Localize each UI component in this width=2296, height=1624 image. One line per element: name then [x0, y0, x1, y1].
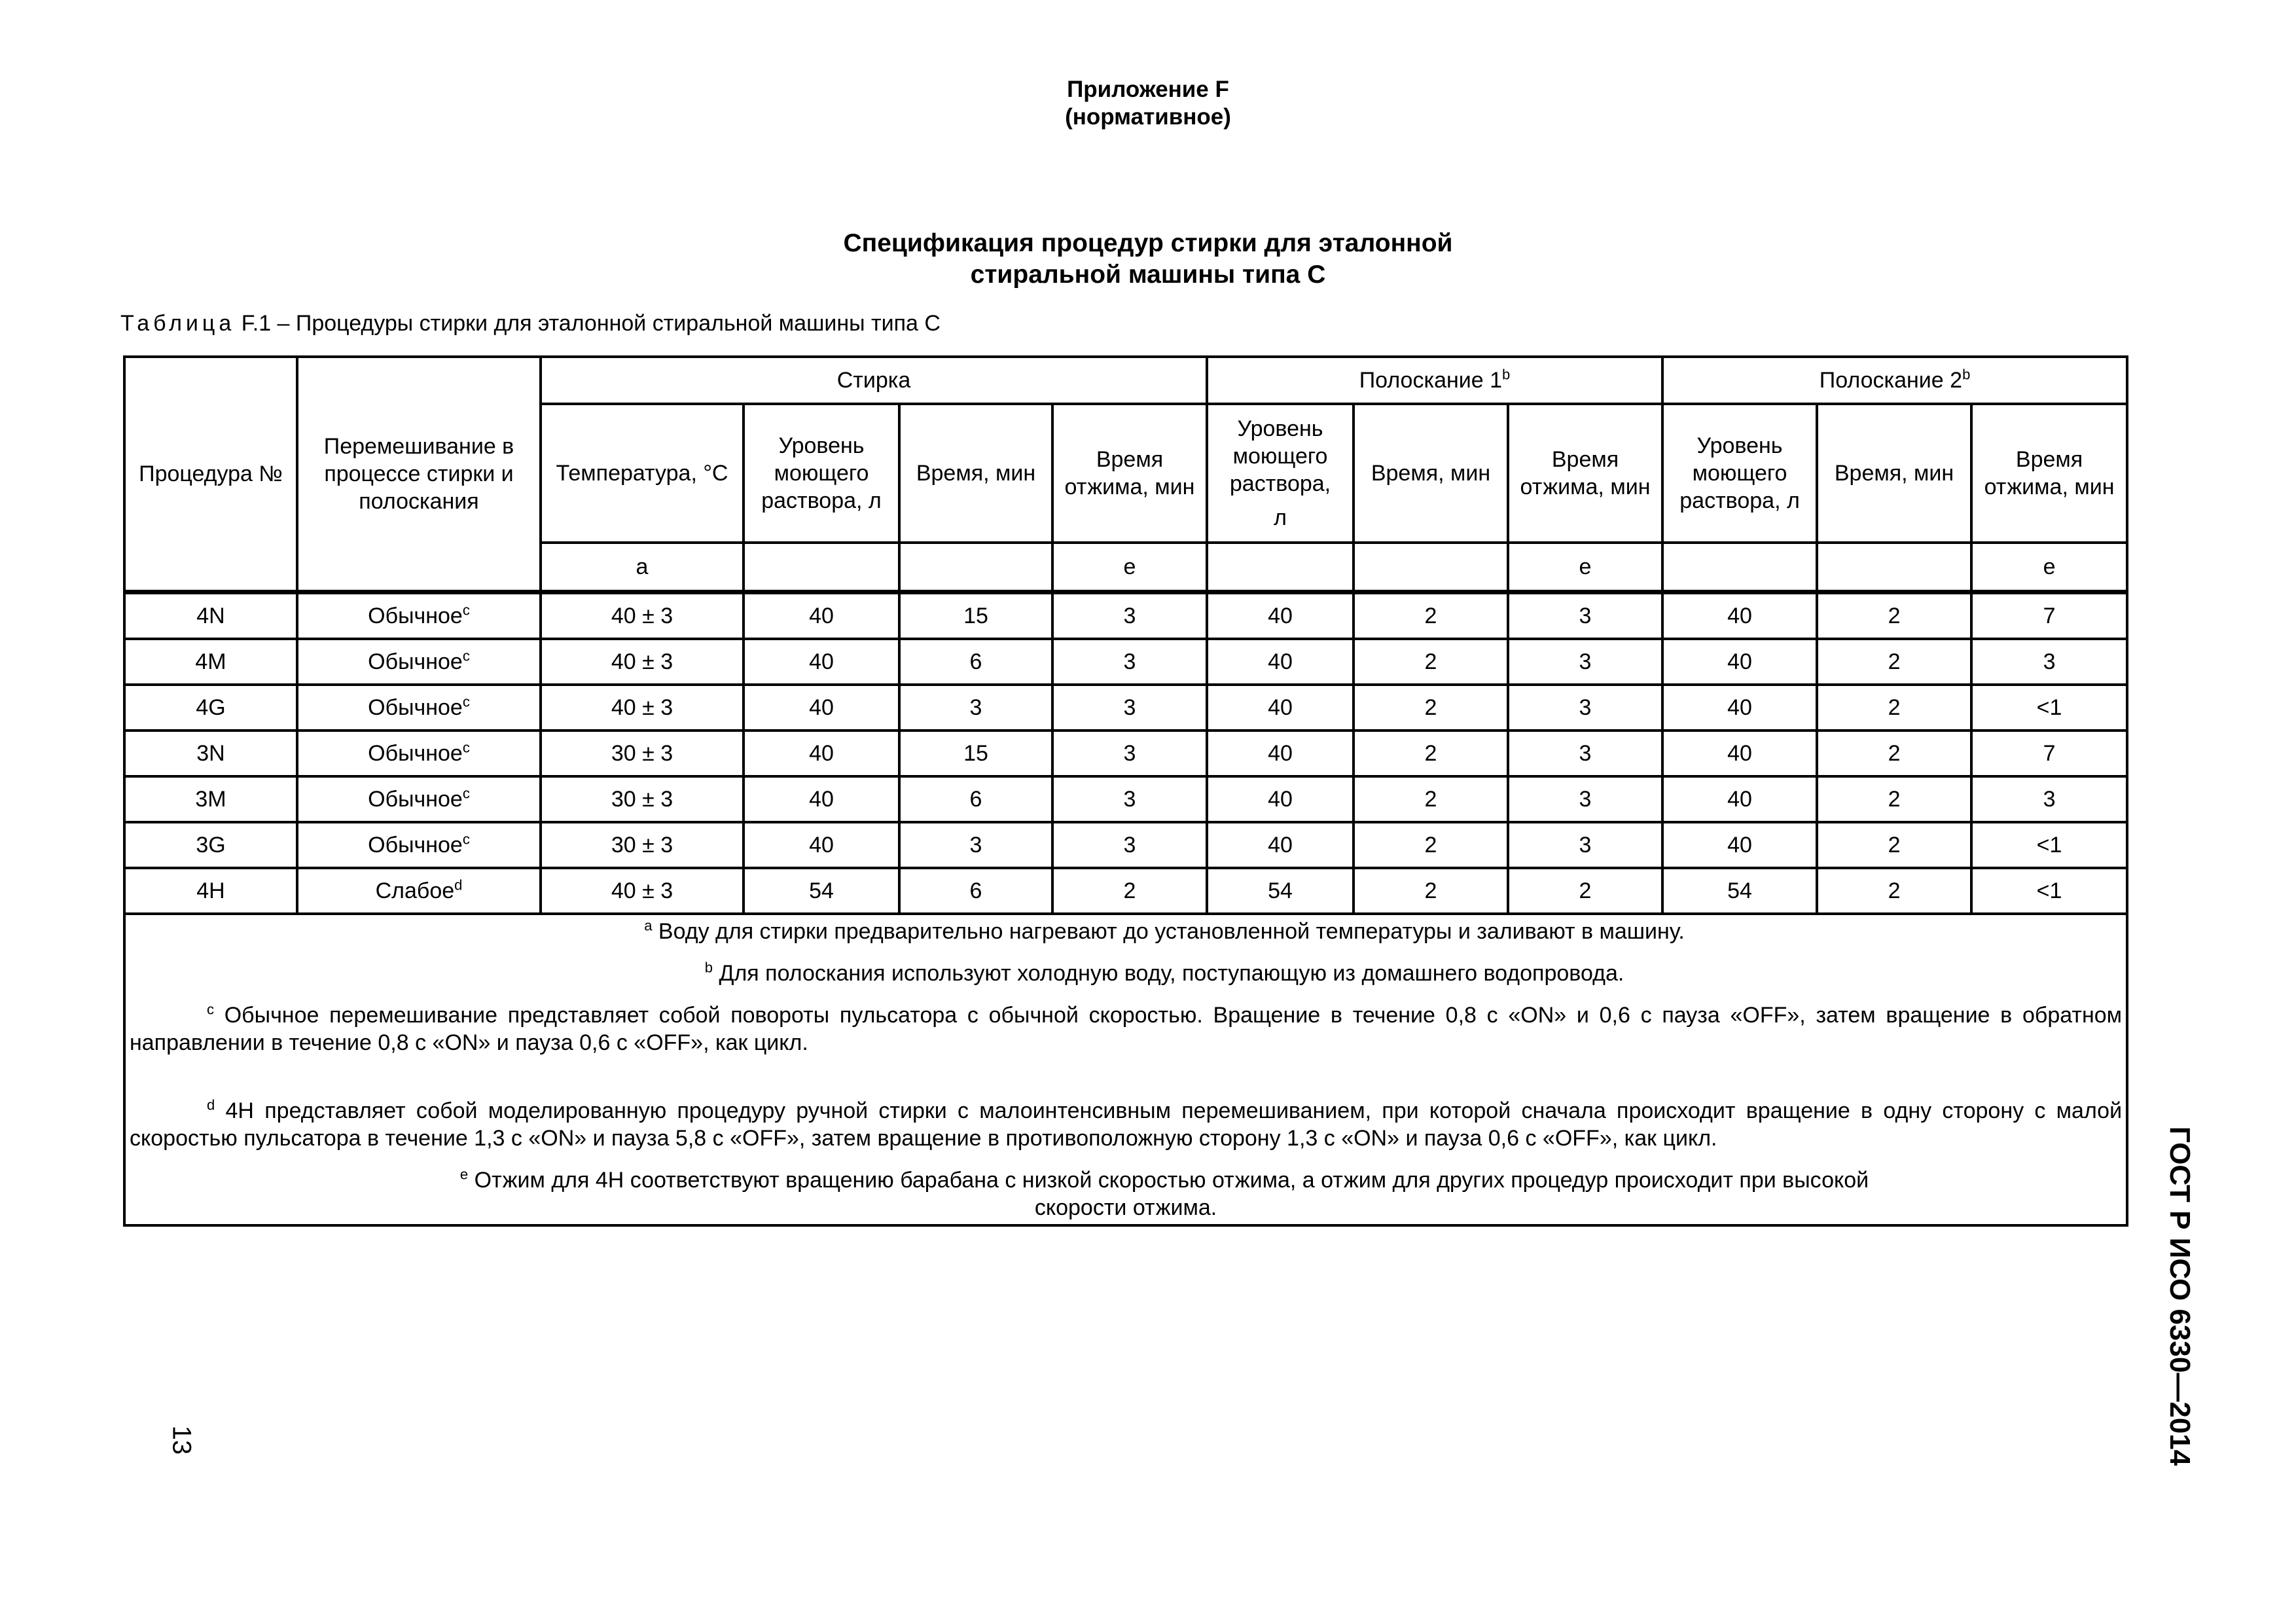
cell-r2-time: 2 — [1817, 822, 1971, 868]
cell-w-time: 3 — [899, 822, 1052, 868]
cell-agitation-note: c — [462, 602, 470, 619]
cell-r2-time: 2 — [1817, 592, 1971, 640]
table-row — [124, 592, 2127, 640]
cell-r2-level: 40 — [1662, 776, 1817, 822]
cell-temp: 40 ± 3 — [541, 592, 744, 640]
cell-w-level: 40 — [744, 776, 899, 822]
cell-w-spin: 3 — [1052, 592, 1207, 640]
footnotes — [124, 914, 2127, 1225]
cell-r2-time: 2 — [1817, 868, 1971, 914]
cell-r1-time: 2 — [1354, 776, 1508, 822]
footnote-text: Отжим для 4H соответствуют вращению барабана с низкой скоростью отжима, а отжим для других процедур происходит при высокой — [468, 1168, 1869, 1193]
cell-r2-time: 2 — [1817, 639, 1971, 685]
cell-agitation-text: Обычное — [368, 787, 463, 812]
cell-agitation-text: Обычное — [368, 604, 463, 628]
header-rinse1 — [1207, 357, 1662, 404]
cell-r1-spin: 3 — [1508, 639, 1662, 685]
cell-r1-spin: 3 — [1508, 776, 1662, 822]
cell-r1-spin: 3 — [1508, 685, 1662, 731]
note-mark-cell — [1354, 543, 1508, 592]
header-rinse2-note: b — [1962, 366, 1971, 383]
cell-w-time: 6 — [899, 776, 1052, 822]
header-rinse1-level — [1207, 404, 1354, 543]
header-rinse2-spin: Время отжима, мин — [1971, 404, 2127, 543]
cell-w-spin: 2 — [1052, 868, 1207, 914]
cell-r1-time: 2 — [1354, 592, 1508, 640]
cell-procedure: 3G — [124, 822, 297, 868]
header-wash-spin: Время отжима, мин — [1052, 404, 1207, 543]
footnote-a — [130, 918, 2122, 945]
note-mark-cell — [744, 543, 899, 592]
cell-r2-spin: <1 — [1971, 822, 2127, 868]
appendix-heading — [0, 76, 2296, 131]
section-title-line1: Спецификация процедур стирки для эталонной — [843, 229, 1453, 257]
cell-r1-spin: 3 — [1508, 731, 1662, 776]
header-wash-temperature: Температура, °С — [541, 404, 744, 543]
footnote-mark: a — [644, 917, 653, 934]
cell-procedure: 4N — [124, 592, 297, 640]
cell-procedure: 4H — [124, 868, 297, 914]
footnote-e — [130, 1166, 2122, 1194]
cell-r1-level: 40 — [1207, 731, 1354, 776]
document-code — [2160, 1126, 2199, 1466]
cell-r2-level: 40 — [1662, 822, 1817, 868]
table-caption-text: F.1 – Процедуры стирки для эталонной стиральной машины типа С — [235, 311, 941, 336]
cell-procedure: 3N — [124, 731, 297, 776]
table-row — [124, 731, 2127, 776]
cell-r1-spin: 3 — [1508, 592, 1662, 640]
cell-procedure: 4M — [124, 639, 297, 685]
cell-r1-time: 2 — [1354, 685, 1508, 731]
cell-agitation — [297, 868, 541, 914]
cell-agitation-note: d — [454, 876, 463, 893]
cell-agitation — [297, 685, 541, 731]
footnote-c — [130, 1001, 2122, 1056]
cell-r1-spin: 2 — [1508, 868, 1662, 914]
footnote-text: Для полоскания используют холодную воду, поступающую из домашнего водопровода. — [713, 961, 1624, 986]
cell-r2-spin: 7 — [1971, 731, 2127, 776]
header-rinse2-time: Время, мин — [1817, 404, 1971, 543]
cell-r1-time: 2 — [1354, 868, 1508, 914]
appendix-status: (нормативное) — [1065, 104, 1231, 130]
cell-r1-level: 40 — [1207, 639, 1354, 685]
cell-r2-level: 40 — [1662, 731, 1817, 776]
header-procedure: Процедура № — [124, 357, 297, 592]
cell-temp: 30 ± 3 — [541, 822, 744, 868]
cell-temp: 40 ± 3 — [541, 685, 744, 731]
cell-r2-time: 2 — [1817, 731, 1971, 776]
footnote-b — [130, 960, 2122, 987]
cell-w-level: 40 — [744, 731, 899, 776]
section-title-line2: стиральной машины типа С — [970, 261, 1326, 289]
header-rinse1-note: b — [1502, 366, 1511, 383]
cell-w-time: 3 — [899, 685, 1052, 731]
footnotes-row — [124, 914, 2127, 1225]
header-row-groups — [124, 357, 2127, 404]
footnote-text: Обычное перемешивание представляет собой повороты пульсатора с обычной скоростью. Вращение в течение 0,8 с «ON» и 0,6 с пауза «OFF», затем вращение в обратном направлении в течение 0,8 с «ON» и пауза 0,6 с «OFF», как цикл. — [130, 1003, 2123, 1055]
cell-agitation — [297, 776, 541, 822]
header-wash-time: Время, мин — [899, 404, 1052, 543]
cell-agitation-note: c — [462, 647, 470, 664]
footnote-text: Воду для стирки предварительно нагревают до установленной температуры и заливают в машину. — [652, 919, 1685, 944]
cell-agitation-text: Обычное — [368, 695, 463, 720]
document-code-text: ГОСТ Р ИСО 6330—2014 — [2164, 1126, 2196, 1466]
cell-agitation-note: c — [462, 739, 470, 756]
cell-w-spin: 3 — [1052, 731, 1207, 776]
cell-r2-level: 40 — [1662, 592, 1817, 640]
cell-agitation-note: c — [462, 785, 470, 802]
footnote-mark: d — [207, 1096, 215, 1113]
cell-w-spin: 3 — [1052, 639, 1207, 685]
cell-w-spin: 3 — [1052, 822, 1207, 868]
cell-r1-time: 2 — [1354, 639, 1508, 685]
header-rinse1-label: Полоскание 1 — [1359, 368, 1503, 393]
cell-r2-time: 2 — [1817, 685, 1971, 731]
cell-r1-time: 2 — [1354, 731, 1508, 776]
cell-w-level: 54 — [744, 868, 899, 914]
table-caption — [120, 309, 941, 338]
footnote-mark: e — [459, 1166, 469, 1183]
cell-r1-level: 54 — [1207, 868, 1354, 914]
cell-w-time: 6 — [899, 639, 1052, 685]
page-number — [165, 1414, 198, 1466]
header-rinse2 — [1662, 357, 2127, 404]
cell-r1-level: 40 — [1207, 592, 1354, 640]
cell-r2-spin: <1 — [1971, 868, 2127, 914]
cell-r2-spin: 3 — [1971, 776, 2127, 822]
header-agitation: Перемешивание в процессе стирки и полоскания — [297, 357, 541, 592]
cell-w-time: 15 — [899, 731, 1052, 776]
cell-r1-time: 2 — [1354, 822, 1508, 868]
note-mark-cell: e — [1052, 543, 1207, 592]
cell-r1-level: 40 — [1207, 776, 1354, 822]
cell-agitation-text: Слабое — [375, 878, 455, 903]
cell-r2-level: 54 — [1662, 868, 1817, 914]
cell-temp: 40 ± 3 — [541, 639, 744, 685]
cell-w-level: 40 — [744, 822, 899, 868]
section-title — [0, 228, 2296, 291]
cell-agitation-text: Обычное — [368, 741, 463, 766]
cell-temp: 40 ± 3 — [541, 868, 744, 914]
table-row — [124, 776, 2127, 822]
footnote-mark: c — [207, 1001, 214, 1018]
cell-r1-level: 40 — [1207, 822, 1354, 868]
table-row — [124, 639, 2127, 685]
cell-w-level: 40 — [744, 685, 899, 731]
cell-agitation — [297, 731, 541, 776]
cell-agitation-text: Обычное — [368, 649, 463, 674]
table-row — [124, 822, 2127, 868]
cell-w-level: 40 — [744, 592, 899, 640]
table-row — [124, 685, 2127, 731]
header-rinse1-spin: Время отжима, мин — [1508, 404, 1662, 543]
header-rinse2-label: Полоскание 2 — [1819, 368, 1963, 393]
cell-r1-spin: 3 — [1508, 822, 1662, 868]
note-mark-cell — [1817, 543, 1971, 592]
footnote-e-continued: скорости отжима. — [1034, 1195, 1217, 1220]
cell-r2-spin: 7 — [1971, 592, 2127, 640]
cell-r2-level: 40 — [1662, 639, 1817, 685]
header-wash-level: Уровень моющего раствора, л — [744, 404, 899, 543]
cell-w-time: 6 — [899, 868, 1052, 914]
cell-r2-spin: 3 — [1971, 639, 2127, 685]
header-wash: Стирка — [541, 357, 1207, 404]
note-mark-cell: e — [1971, 543, 2127, 592]
cell-w-time: 15 — [899, 592, 1052, 640]
note-mark-cell: a — [541, 543, 744, 592]
cell-temp: 30 ± 3 — [541, 776, 744, 822]
footnote-mark: b — [704, 959, 713, 976]
table-row — [124, 868, 2127, 914]
cell-r2-time: 2 — [1817, 776, 1971, 822]
page-number-text: 13 — [167, 1425, 196, 1455]
cell-w-spin: 3 — [1052, 776, 1207, 822]
cell-agitation — [297, 592, 541, 640]
note-mark-cell — [1662, 543, 1817, 592]
cell-agitation — [297, 639, 541, 685]
cell-procedure: 3M — [124, 776, 297, 822]
cell-r2-level: 40 — [1662, 685, 1817, 731]
appendix-title: Приложение F — [1067, 77, 1229, 102]
cell-agitation-text: Обычное — [368, 833, 463, 857]
washing-procedures-table — [123, 355, 2128, 1227]
note-mark-cell — [899, 543, 1052, 592]
table-caption-prefix: Таблица — [120, 311, 236, 336]
cell-w-level: 40 — [744, 639, 899, 685]
header-rinse1-time: Время, мин — [1354, 404, 1508, 543]
cell-agitation-note: c — [462, 831, 470, 848]
cell-agitation — [297, 822, 541, 868]
cell-agitation-note: c — [462, 693, 470, 710]
footnote-d — [130, 1097, 2122, 1152]
note-mark-cell — [1207, 543, 1354, 592]
note-mark-cell: e — [1508, 543, 1662, 592]
footnote-text: 4H представляет собой моделированную процедуру ручной стирки с малоинтенсивным перемешиванием, при которой сначала происходит вращение в одну сторону с малой скоростью пульсатора в течение 1,3 с «ON» и пауза 5,8 с «OFF», затем вращение в противоположную сторону 1,3 с «ON» и пауза 0,6 с «OFF», как цикл. — [130, 1098, 2123, 1151]
cell-w-spin: 3 — [1052, 685, 1207, 731]
cell-r1-level: 40 — [1207, 685, 1354, 731]
header-rinse2-level: Уровень моющего раствора, л — [1662, 404, 1817, 543]
cell-temp: 30 ± 3 — [541, 731, 744, 776]
header-rinse1-level-text: Уровень моющего раствора, — [1229, 416, 1331, 496]
cell-r2-spin: <1 — [1971, 685, 2127, 731]
cell-procedure: 4G — [124, 685, 297, 731]
header-rinse1-level-unit: л — [1274, 505, 1287, 530]
